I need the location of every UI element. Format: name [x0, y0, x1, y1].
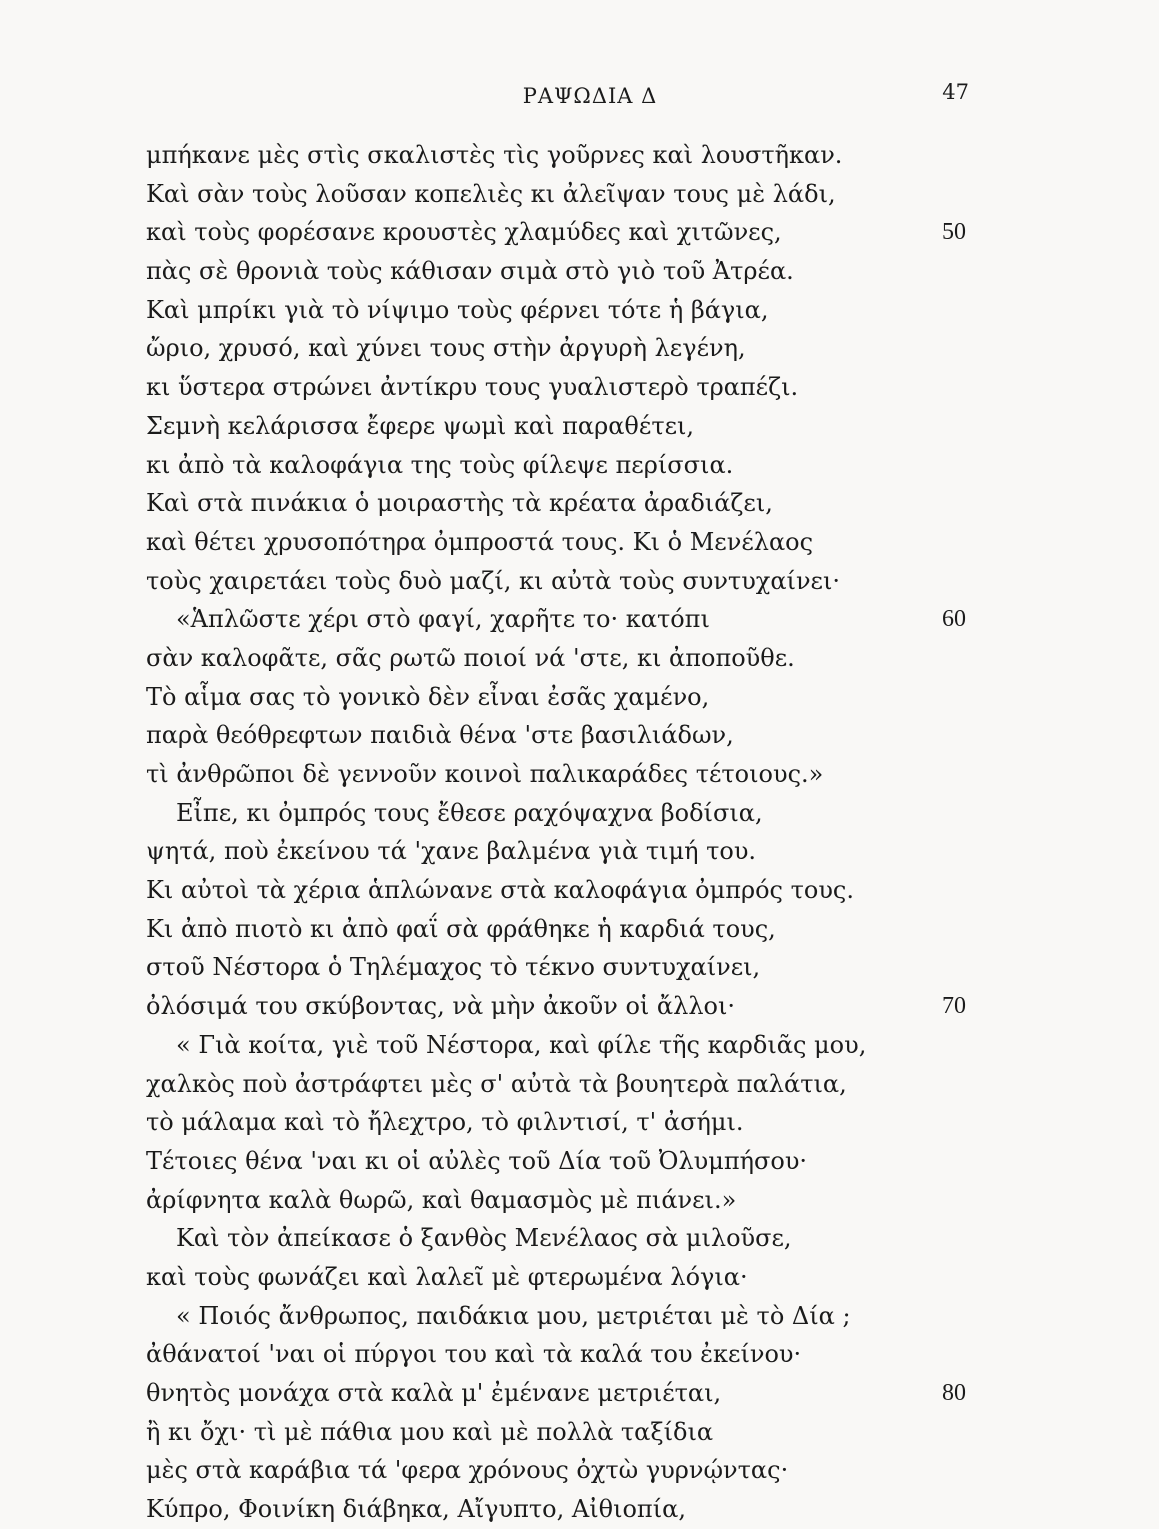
verse-line: [146, 794, 1006, 833]
verse-text: Καὶ στὰ πινάκια ὁ μοιραστὴς τὰ κρέατα ἀραδιάζει,: [146, 489, 773, 518]
verse-line: [146, 329, 1006, 368]
verse-text: « Γιὰ κοίτα, γιὲ τοῦ Νέστορα, καὶ φίλε τῆς καρδιᾶς μου,: [176, 1030, 867, 1059]
verse-line: [146, 1374, 1006, 1413]
verse-line: [146, 562, 1006, 601]
verse-line: [146, 484, 1006, 523]
running-title: ΡΑΨΩΔΙΑ Δ: [522, 84, 658, 108]
verse-line: [146, 136, 1006, 175]
verse-text: καὶ τοὺς φωνάζει καὶ λαλεῖ μὲ φτερωμένα λόγια·: [146, 1262, 748, 1291]
verse-line: [146, 639, 1006, 678]
verse-text: τοὺς χαιρετάει τοὺς δυὸ μαζί, κι αὐτὰ τοὺς συντυχαίνει·: [146, 566, 841, 595]
verse-line: [146, 910, 1006, 949]
verse-text: παρὰ θεόθρεφτων παιδιὰ θένα 'στε βασιλιάδων,: [146, 721, 734, 750]
verse-text: Τὸ αἷμα σας τὸ γονικὸ δὲν εἶναι ἐσᾶς χαμένο,: [146, 682, 710, 711]
verse-line: [146, 871, 1006, 910]
verse-text: « Ποιός ἄνθρωπος, παιδάκια μου, μετριέται μὲ τὸ Δία ;: [176, 1301, 851, 1330]
page-number: 47: [942, 80, 969, 104]
verse-text: ψητά, ποὺ ἐκείνου τά 'χανε βαλμένα γιὰ τιμή του.: [146, 837, 757, 866]
verse-line: [146, 1181, 1006, 1220]
verse-text: κι ἀπὸ τὰ καλοφάγια της τοὺς φίλεψε περίσσια.: [146, 450, 734, 479]
verse-block: [146, 136, 1006, 1529]
verse-line: [146, 1297, 1006, 1336]
verse-text: Καὶ τὸν ἀπείκασε ὁ ξανθὸς Μενέλαος σὰ μιλοῦσε,: [176, 1224, 792, 1253]
verse-line: [146, 1413, 1006, 1452]
verse-text: τὸ μάλαμα καὶ τὸ ἤλεχτρο, τὸ φιλντισί, τ' ἀσήμι.: [146, 1108, 744, 1137]
verse-text: Τέτοιες θένα 'ναι κι οἱ αὐλὲς τοῦ Δία τοῦ Ὀλυμπήσου·: [146, 1146, 808, 1175]
verse-line: [146, 291, 1006, 330]
line-number: 80: [942, 1380, 966, 1406]
line-number: 60: [942, 606, 966, 633]
verse-line: [146, 523, 1006, 562]
verse-line: [146, 987, 1006, 1026]
verse-line: [146, 1103, 1006, 1142]
verse-line: [146, 446, 1006, 485]
verse-text: Κι αὐτοὶ τὰ χέρια ἁπλώνανε στὰ καλοφάγια ὀμπρός τους.: [146, 876, 854, 905]
verse-line: [146, 368, 1006, 407]
verse-line: [146, 213, 1006, 252]
verse-text: κι ὕστερα στρώνει ἀντίκρυ τους γυαλιστερὸ τραπέζι.: [146, 373, 799, 402]
verse-line: [146, 1335, 1006, 1374]
verse-line: [146, 948, 1006, 987]
verse-line: [146, 175, 1006, 214]
verse-text: μπήκανε μὲς στὶς σκαλιστὲς τὶς γοῦρνες καὶ λουστῆκαν.: [146, 141, 843, 169]
verse-text: «Ἁπλῶστε χέρι στὸ φαγί, χαρῆτε το· κατόπι: [176, 605, 710, 634]
verse-text: ἀρίφνητα καλὰ θωρῶ, καὶ θαμασμὸς μὲ πιάνει.»: [146, 1185, 737, 1214]
verse-text: καὶ τοὺς φορέσανε κρουστὲς χλαμύδες καὶ χιτῶνες,: [146, 218, 782, 247]
verse-text: πὰς σὲ θρονιὰ τοὺς κάθισαν σιμὰ στὸ γιὸ τοῦ Ἀτρέα.: [146, 257, 794, 286]
verse-text: Καὶ σὰν τοὺς λοῦσαν κοπελιὲς κι ἀλεῖψαν τους μὲ λάδι,: [146, 179, 836, 208]
verse-text: τὶ ἀνθρῶποι δὲ γεννοῦν κοινοὶ παλικαράδες τέτοιους.»: [146, 760, 824, 788]
verse-text: μὲς στὰ καράβια τά 'φερα χρόνους ὀχτὼ γυρνῴντας·: [146, 1456, 789, 1485]
verse-text: ὀλόσιμά του σκύβοντας, νὰ μὴν ἀκοῦν οἱ ἄλλοι·: [146, 992, 736, 1021]
verse-line: [146, 600, 1006, 639]
verse-line: [146, 1490, 1006, 1529]
verse-text: ἢ κι ὄχι· τὶ μὲ πάθια μου καὶ μὲ πολλὰ ταξίδια: [146, 1417, 714, 1446]
verse-line: [146, 252, 1006, 291]
verse-text: ἀθάνατοί 'ναι οἱ πύργοι του καὶ τὰ καλά του ἐκείνου·: [146, 1340, 802, 1369]
verse-text: Σεμνὴ κελάρισσα ἔφερε ψωμὶ καὶ παραθέτει,: [146, 411, 695, 440]
verse-line: [146, 832, 1006, 871]
verse-text: στοῦ Νέστορα ὁ Τηλέμαχος τὸ τέκνο συντυχαίνει,: [146, 953, 761, 982]
verse-text: Κύπρο, Φοινίκη διάβηκα, Αἴγυπτο, Αἰθιοπία,: [146, 1495, 686, 1524]
verse-text: σὰν καλοφᾶτε, σᾶς ρωτῶ ποιοί νά 'στε, κι ἀποποῦθε.: [146, 643, 795, 672]
verse-line: [146, 1142, 1006, 1181]
verse-text: ὤριο, χρυσό, καὶ χύνει τους στὴν ἀργυρὴ λεγένη,: [146, 334, 746, 363]
verse-line: [146, 716, 1006, 755]
verse-text: Εἶπε, κι ὀμπρός τους ἔθεσε ραχόψαχνα βοδίσια,: [176, 798, 763, 827]
verse-line: [146, 407, 1006, 446]
verse-line: [146, 755, 1006, 794]
verse-line: [146, 678, 1006, 717]
line-number: 70: [942, 993, 966, 1020]
verse-text: καὶ θέτει χρυσοπότηρα ὀμπροστά τους. Κι ὁ Μενέλαος: [146, 527, 814, 556]
verse-line: [146, 1451, 1006, 1490]
verse-text: θνητὸς μονάχα στὰ καλὰ μ' ἐμένανε μετριέται,: [146, 1379, 722, 1407]
verse-line: [146, 1026, 1006, 1065]
verse-line: [146, 1258, 1006, 1297]
verse-text: χαλκὸς ποὺ ἀστράφτει μὲς σ' αὐτὰ τὰ βουητερὰ παλάτια,: [146, 1069, 847, 1098]
verse-text: Καὶ μπρίκι γιὰ τὸ νίψιμο τοὺς φέρνει τότε ἡ βάγια,: [146, 295, 769, 324]
verse-line: [146, 1065, 1006, 1104]
line-number: 50: [942, 219, 966, 246]
verse-line: [146, 1219, 1006, 1258]
verse-text: Κι ἀπὸ πιοτὸ κι ἀπὸ φαΐ σὰ φράθηκε ἡ καρδιά τους,: [146, 914, 776, 943]
